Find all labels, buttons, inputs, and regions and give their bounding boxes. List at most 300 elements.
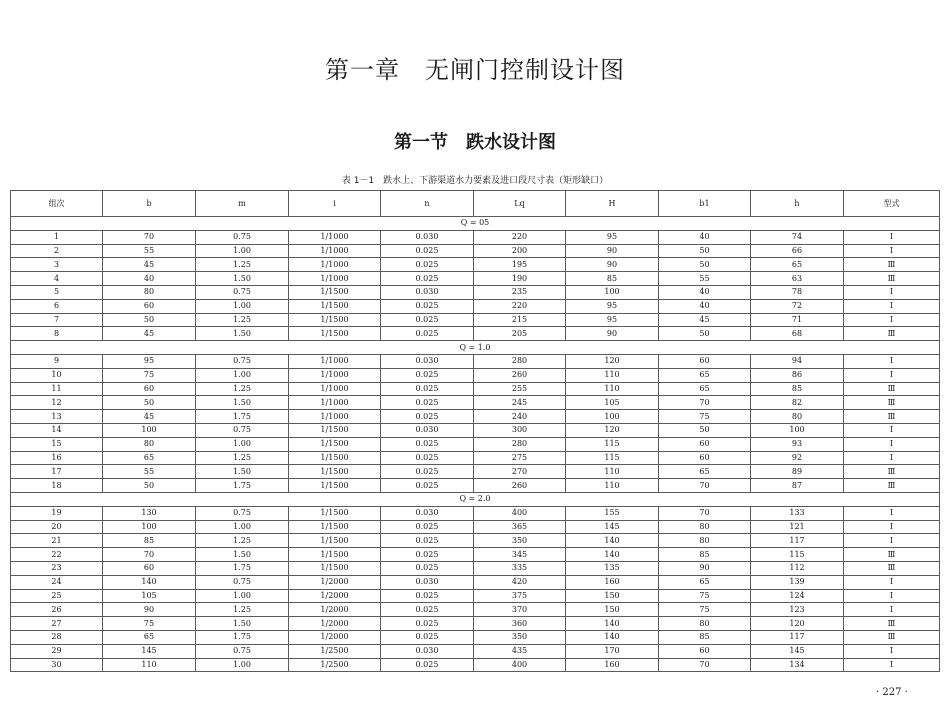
table-cell: 90 bbox=[566, 258, 659, 272]
table-cell: 95 bbox=[566, 299, 659, 313]
table-cell: 0.025 bbox=[381, 244, 474, 258]
table-cell: 1/1000 bbox=[289, 410, 381, 424]
table-cell: 1.50 bbox=[196, 396, 289, 410]
table-cell: 1.75 bbox=[196, 561, 289, 575]
table-cell: 0.025 bbox=[381, 603, 474, 617]
table-cell: Ⅲ bbox=[844, 561, 940, 575]
table-cell: 1/1000 bbox=[289, 244, 381, 258]
table-cell: 25 bbox=[11, 589, 103, 603]
table-cell: 8 bbox=[11, 327, 103, 341]
table-cell: 0.025 bbox=[381, 272, 474, 286]
col-header-b: b bbox=[103, 191, 196, 217]
table-cell: 71 bbox=[751, 313, 844, 327]
hydraulic-elements-table bbox=[10, 190, 940, 672]
table-cell: 90 bbox=[566, 327, 659, 341]
table-cell: 1/2000 bbox=[289, 630, 381, 644]
table-cell: 95 bbox=[566, 313, 659, 327]
table-cell: 105 bbox=[103, 589, 196, 603]
table-cell: 18 bbox=[11, 479, 103, 493]
table-row bbox=[11, 368, 940, 382]
table-cell: 200 bbox=[474, 244, 566, 258]
table-cell: 0.025 bbox=[381, 410, 474, 424]
table-row bbox=[11, 630, 940, 644]
table-cell: 60 bbox=[103, 382, 196, 396]
table-cell: 100 bbox=[103, 520, 196, 534]
table-cell: 95 bbox=[566, 230, 659, 244]
table-cell: 0.025 bbox=[381, 658, 474, 672]
chapter-title: 第一章 无闸门控制设计图 bbox=[325, 56, 625, 84]
table-cell: 82 bbox=[751, 396, 844, 410]
table-cell: 112 bbox=[751, 561, 844, 575]
table-cell: 75 bbox=[103, 617, 196, 631]
table-cell: Ⅲ bbox=[844, 258, 940, 272]
table-cell: 14 bbox=[11, 423, 103, 437]
table-cell: 0.025 bbox=[381, 630, 474, 644]
table-cell: 0.025 bbox=[381, 382, 474, 396]
table-row bbox=[11, 396, 940, 410]
table-cell: Ⅰ bbox=[844, 534, 940, 548]
table-cell: 0.75 bbox=[196, 423, 289, 437]
table-cell: 20 bbox=[11, 520, 103, 534]
table-cell: 21 bbox=[11, 534, 103, 548]
table-cell: 1/1500 bbox=[289, 520, 381, 534]
table-cell: 115 bbox=[751, 548, 844, 562]
table-cell: 4 bbox=[11, 272, 103, 286]
table-cell: 1.50 bbox=[196, 465, 289, 479]
table-cell: Ⅰ bbox=[844, 313, 940, 327]
table-cell: 0.75 bbox=[196, 285, 289, 299]
table-cell: Ⅰ bbox=[844, 285, 940, 299]
table-cell: 0.025 bbox=[381, 396, 474, 410]
table-cell: 1.00 bbox=[196, 589, 289, 603]
table-cell: 70 bbox=[659, 658, 751, 672]
table-cell: 23 bbox=[11, 561, 103, 575]
table-cell: 240 bbox=[474, 410, 566, 424]
table-cell: 1.75 bbox=[196, 479, 289, 493]
table-row bbox=[11, 451, 940, 465]
table-cell: 1/1000 bbox=[289, 230, 381, 244]
table-cell: 205 bbox=[474, 327, 566, 341]
table-cell: 150 bbox=[566, 603, 659, 617]
table-cell: 170 bbox=[566, 644, 659, 658]
table-cell: 1/1000 bbox=[289, 382, 381, 396]
table-cell: 0.025 bbox=[381, 548, 474, 562]
table-cell: Ⅲ bbox=[844, 465, 940, 479]
table-cell: 45 bbox=[103, 410, 196, 424]
table-cell: 74 bbox=[751, 230, 844, 244]
table-row bbox=[11, 520, 940, 534]
table-cell: 45 bbox=[103, 327, 196, 341]
table-cell: 1.75 bbox=[196, 410, 289, 424]
table-cell: 55 bbox=[103, 244, 196, 258]
table-cell: 155 bbox=[566, 506, 659, 520]
col-header-i: i bbox=[289, 191, 381, 217]
table-cell: 1/1000 bbox=[289, 354, 381, 368]
col-header-lq: Lq bbox=[474, 191, 566, 217]
table-cell: 17 bbox=[11, 465, 103, 479]
table-cell: 1/2500 bbox=[289, 644, 381, 658]
table-cell: 145 bbox=[103, 644, 196, 658]
table-cell: Ⅲ bbox=[844, 479, 940, 493]
table-cell: 60 bbox=[659, 451, 751, 465]
table-cell: 0.025 bbox=[381, 437, 474, 451]
table-cell: 75 bbox=[659, 410, 751, 424]
table-cell: 50 bbox=[659, 244, 751, 258]
table-cell: 75 bbox=[659, 603, 751, 617]
table-cell: 65 bbox=[659, 368, 751, 382]
table-row bbox=[11, 410, 940, 424]
table-cell: 300 bbox=[474, 423, 566, 437]
table-cell: 345 bbox=[474, 548, 566, 562]
table-cell: 45 bbox=[659, 313, 751, 327]
table-cell: Ⅰ bbox=[844, 658, 940, 672]
table-cell: 9 bbox=[11, 354, 103, 368]
table-cell: 90 bbox=[566, 244, 659, 258]
table-cell: 87 bbox=[751, 479, 844, 493]
table-cell: 1/1500 bbox=[289, 506, 381, 520]
table-cell: 24 bbox=[11, 575, 103, 589]
table-row bbox=[11, 506, 940, 520]
group-row bbox=[11, 341, 940, 355]
table-cell: 123 bbox=[751, 603, 844, 617]
table-cell: 0.75 bbox=[196, 354, 289, 368]
col-header-group-no: 组次 bbox=[11, 191, 103, 217]
table-cell: 65 bbox=[659, 382, 751, 396]
table-row bbox=[11, 313, 940, 327]
table-cell: Ⅲ bbox=[844, 617, 940, 631]
table-cell: 280 bbox=[474, 354, 566, 368]
table-header-row bbox=[11, 191, 940, 217]
table-cell: 1.25 bbox=[196, 382, 289, 396]
table-cell: 80 bbox=[103, 285, 196, 299]
table-cell: 0.025 bbox=[381, 520, 474, 534]
table-cell: 5 bbox=[11, 285, 103, 299]
table-cell: Ⅰ bbox=[844, 644, 940, 658]
table-cell: 55 bbox=[659, 272, 751, 286]
table-cell: 0.025 bbox=[381, 479, 474, 493]
table-cell: 1.00 bbox=[196, 437, 289, 451]
table-row bbox=[11, 327, 940, 341]
table-cell: 420 bbox=[474, 575, 566, 589]
table-cell: 260 bbox=[474, 479, 566, 493]
table-cell: 45 bbox=[103, 258, 196, 272]
table-cell: 65 bbox=[751, 258, 844, 272]
table-row bbox=[11, 230, 940, 244]
table-row bbox=[11, 285, 940, 299]
table-cell: 1/1500 bbox=[289, 299, 381, 313]
table-cell: 60 bbox=[659, 437, 751, 451]
table-cell: 0.75 bbox=[196, 230, 289, 244]
table-cell: 1/2500 bbox=[289, 658, 381, 672]
table-cell: 85 bbox=[103, 534, 196, 548]
table-cell: 1/1000 bbox=[289, 272, 381, 286]
table-row bbox=[11, 658, 940, 672]
table-cell: 280 bbox=[474, 437, 566, 451]
table-cell: Ⅲ bbox=[844, 630, 940, 644]
table-cell: 1.50 bbox=[196, 327, 289, 341]
table-cell: 95 bbox=[103, 354, 196, 368]
table-cell: 100 bbox=[751, 423, 844, 437]
table-cell: 139 bbox=[751, 575, 844, 589]
section-title: 第一节 跌水设计图 bbox=[394, 132, 556, 153]
table-cell: Ⅰ bbox=[844, 368, 940, 382]
table-cell: 1.00 bbox=[196, 368, 289, 382]
table-cell: 1.25 bbox=[196, 451, 289, 465]
table-cell: 0.75 bbox=[196, 575, 289, 589]
table-cell: 0.025 bbox=[381, 258, 474, 272]
table-row bbox=[11, 603, 940, 617]
table-cell: 72 bbox=[751, 299, 844, 313]
table-cell: Ⅰ bbox=[844, 451, 940, 465]
table-cell: 40 bbox=[659, 285, 751, 299]
table-cell: 1/1000 bbox=[289, 368, 381, 382]
table-cell: 270 bbox=[474, 465, 566, 479]
table-cell: 117 bbox=[751, 630, 844, 644]
table-cell: 235 bbox=[474, 285, 566, 299]
table-cell: 1.25 bbox=[196, 313, 289, 327]
table-cell: 85 bbox=[566, 272, 659, 286]
table-cell: 0.025 bbox=[381, 368, 474, 382]
table-cell: 1/1500 bbox=[289, 479, 381, 493]
table-cell: 140 bbox=[566, 534, 659, 548]
table-cell: 190 bbox=[474, 272, 566, 286]
table-cell: 50 bbox=[659, 423, 751, 437]
table-cell: 0.030 bbox=[381, 506, 474, 520]
table-cell: 92 bbox=[751, 451, 844, 465]
table-cell: 1/1500 bbox=[289, 437, 381, 451]
table-row bbox=[11, 258, 940, 272]
table-cell: 134 bbox=[751, 658, 844, 672]
table-cell: 80 bbox=[659, 617, 751, 631]
table-cell: 55 bbox=[103, 465, 196, 479]
table-cell: Ⅰ bbox=[844, 244, 940, 258]
group-label: Q = 1.0 bbox=[11, 341, 940, 355]
table-cell: 100 bbox=[103, 423, 196, 437]
table-cell: 1.50 bbox=[196, 272, 289, 286]
table-cell: 370 bbox=[474, 603, 566, 617]
table-cell: 1.00 bbox=[196, 520, 289, 534]
table-cell: 195 bbox=[474, 258, 566, 272]
group-row bbox=[11, 217, 940, 231]
table-cell: 1.00 bbox=[196, 299, 289, 313]
table-cell: 110 bbox=[103, 658, 196, 672]
table-cell: 145 bbox=[751, 644, 844, 658]
table-row bbox=[11, 548, 940, 562]
table-cell: 75 bbox=[103, 368, 196, 382]
table-cell: 1/1500 bbox=[289, 548, 381, 562]
table-cell: 6 bbox=[11, 299, 103, 313]
table-cell: 66 bbox=[751, 244, 844, 258]
table-cell: 1.50 bbox=[196, 617, 289, 631]
table-cell: 0.030 bbox=[381, 575, 474, 589]
table-cell: 140 bbox=[566, 548, 659, 562]
table-cell: 28 bbox=[11, 630, 103, 644]
table-cell: 22 bbox=[11, 548, 103, 562]
table-cell: 0.030 bbox=[381, 230, 474, 244]
table-cell: 75 bbox=[659, 589, 751, 603]
table-cell: 60 bbox=[659, 644, 751, 658]
table-cell: 1.25 bbox=[196, 603, 289, 617]
table-cell: Ⅲ bbox=[844, 548, 940, 562]
table-cell: 80 bbox=[751, 410, 844, 424]
table-cell: 1.75 bbox=[196, 630, 289, 644]
table-cell: 2 bbox=[11, 244, 103, 258]
table-row bbox=[11, 479, 940, 493]
table-cell: 1.25 bbox=[196, 258, 289, 272]
table-cell: 150 bbox=[566, 589, 659, 603]
table-cell: 1/1000 bbox=[289, 258, 381, 272]
table-cell: 0.025 bbox=[381, 313, 474, 327]
table-cell: 1/1500 bbox=[289, 423, 381, 437]
table-cell: 63 bbox=[751, 272, 844, 286]
col-header-h: h bbox=[751, 191, 844, 217]
table-cell: 124 bbox=[751, 589, 844, 603]
table-cell: 100 bbox=[566, 285, 659, 299]
table-cell: 130 bbox=[103, 506, 196, 520]
table-caption: 表 1－1 跌水上、下游渠道水力要素及进口段尺寸表（矩形缺口） bbox=[341, 176, 609, 186]
table-cell: 220 bbox=[474, 230, 566, 244]
table-cell: 335 bbox=[474, 561, 566, 575]
table-cell: 1/1500 bbox=[289, 327, 381, 341]
table-cell: 78 bbox=[751, 285, 844, 299]
table-cell: 135 bbox=[566, 561, 659, 575]
table-cell: 1/1500 bbox=[289, 534, 381, 548]
table-cell: 350 bbox=[474, 534, 566, 548]
table-cell: 435 bbox=[474, 644, 566, 658]
group-row bbox=[11, 492, 940, 506]
table-cell: 89 bbox=[751, 465, 844, 479]
table-cell: 27 bbox=[11, 617, 103, 631]
table-cell: 0.025 bbox=[381, 299, 474, 313]
table-cell: 0.75 bbox=[196, 644, 289, 658]
table-cell: 1/2000 bbox=[289, 589, 381, 603]
table-cell: 115 bbox=[566, 451, 659, 465]
table-cell: 110 bbox=[566, 368, 659, 382]
table-cell: Ⅲ bbox=[844, 272, 940, 286]
table-cell: 1.25 bbox=[196, 534, 289, 548]
table-cell: 70 bbox=[659, 396, 751, 410]
page-number: · 227 · bbox=[876, 687, 908, 698]
table-cell: 1/1500 bbox=[289, 465, 381, 479]
table-row bbox=[11, 244, 940, 258]
table-cell: 65 bbox=[103, 630, 196, 644]
table-cell: 140 bbox=[566, 630, 659, 644]
table-cell: 160 bbox=[566, 658, 659, 672]
table-cell: 1/1500 bbox=[289, 313, 381, 327]
table-cell: 375 bbox=[474, 589, 566, 603]
table-cell: 140 bbox=[566, 617, 659, 631]
table-cell: 10 bbox=[11, 368, 103, 382]
table-cell: 40 bbox=[659, 230, 751, 244]
table-cell: 110 bbox=[566, 465, 659, 479]
table-cell: Ⅰ bbox=[844, 230, 940, 244]
table-cell: 60 bbox=[103, 561, 196, 575]
table-cell: 85 bbox=[751, 382, 844, 396]
table-cell: 1/1000 bbox=[289, 396, 381, 410]
table-cell: 12 bbox=[11, 396, 103, 410]
table-cell: 0.030 bbox=[381, 354, 474, 368]
table-cell: 65 bbox=[659, 465, 751, 479]
table-cell: 40 bbox=[103, 272, 196, 286]
table-cell: 0.025 bbox=[381, 617, 474, 631]
table-cell: 245 bbox=[474, 396, 566, 410]
col-header-n: n bbox=[381, 191, 474, 217]
table-cell: Ⅲ bbox=[844, 382, 940, 396]
table-cell: 0.025 bbox=[381, 327, 474, 341]
table-row bbox=[11, 354, 940, 368]
table-cell: 50 bbox=[103, 479, 196, 493]
table-cell: 110 bbox=[566, 479, 659, 493]
table-cell: 65 bbox=[659, 575, 751, 589]
table-cell: 90 bbox=[103, 603, 196, 617]
table-cell: 121 bbox=[751, 520, 844, 534]
table-cell: 70 bbox=[103, 548, 196, 562]
table-cell: 19 bbox=[11, 506, 103, 520]
table-cell: 60 bbox=[659, 354, 751, 368]
table-cell: 1.00 bbox=[196, 658, 289, 672]
table-cell: Ⅰ bbox=[844, 589, 940, 603]
table-cell: 85 bbox=[659, 548, 751, 562]
table-body bbox=[11, 217, 940, 672]
table-cell: 68 bbox=[751, 327, 844, 341]
table-cell: Ⅰ bbox=[844, 299, 940, 313]
table-cell: 110 bbox=[566, 382, 659, 396]
table-cell: 120 bbox=[751, 617, 844, 631]
table-cell: 133 bbox=[751, 506, 844, 520]
table-cell: 15 bbox=[11, 437, 103, 451]
table-row bbox=[11, 575, 940, 589]
table-cell: 13 bbox=[11, 410, 103, 424]
table-cell: 120 bbox=[566, 423, 659, 437]
table-cell: 0.030 bbox=[381, 644, 474, 658]
table-cell: 94 bbox=[751, 354, 844, 368]
table-cell: 26 bbox=[11, 603, 103, 617]
table-row bbox=[11, 561, 940, 575]
table-cell: 1 bbox=[11, 230, 103, 244]
table-cell: 1.50 bbox=[196, 548, 289, 562]
table-cell: 50 bbox=[659, 327, 751, 341]
table-cell: 275 bbox=[474, 451, 566, 465]
table-cell: 65 bbox=[103, 451, 196, 465]
table-cell: 50 bbox=[103, 396, 196, 410]
table-cell: 360 bbox=[474, 617, 566, 631]
table-cell: 1/2000 bbox=[289, 575, 381, 589]
table-cell: 350 bbox=[474, 630, 566, 644]
col-header-type: 型式 bbox=[844, 191, 940, 217]
table-cell: 0.025 bbox=[381, 465, 474, 479]
table-cell: 40 bbox=[659, 299, 751, 313]
table-cell: 140 bbox=[103, 575, 196, 589]
table-cell: 120 bbox=[566, 354, 659, 368]
table-cell: 105 bbox=[566, 396, 659, 410]
table-cell: 30 bbox=[11, 658, 103, 672]
table-cell: Ⅰ bbox=[844, 437, 940, 451]
table-cell: Ⅲ bbox=[844, 327, 940, 341]
table-cell: 0.030 bbox=[381, 423, 474, 437]
table-cell: 16 bbox=[11, 451, 103, 465]
table-cell: 86 bbox=[751, 368, 844, 382]
table-row bbox=[11, 644, 940, 658]
table-cell: Ⅰ bbox=[844, 603, 940, 617]
table-cell: Ⅰ bbox=[844, 423, 940, 437]
table-cell: 80 bbox=[659, 520, 751, 534]
table-cell: 93 bbox=[751, 437, 844, 451]
table-cell: 80 bbox=[659, 534, 751, 548]
table-cell: Ⅰ bbox=[844, 575, 940, 589]
table-row bbox=[11, 465, 940, 479]
table-row bbox=[11, 423, 940, 437]
table-cell: 85 bbox=[659, 630, 751, 644]
